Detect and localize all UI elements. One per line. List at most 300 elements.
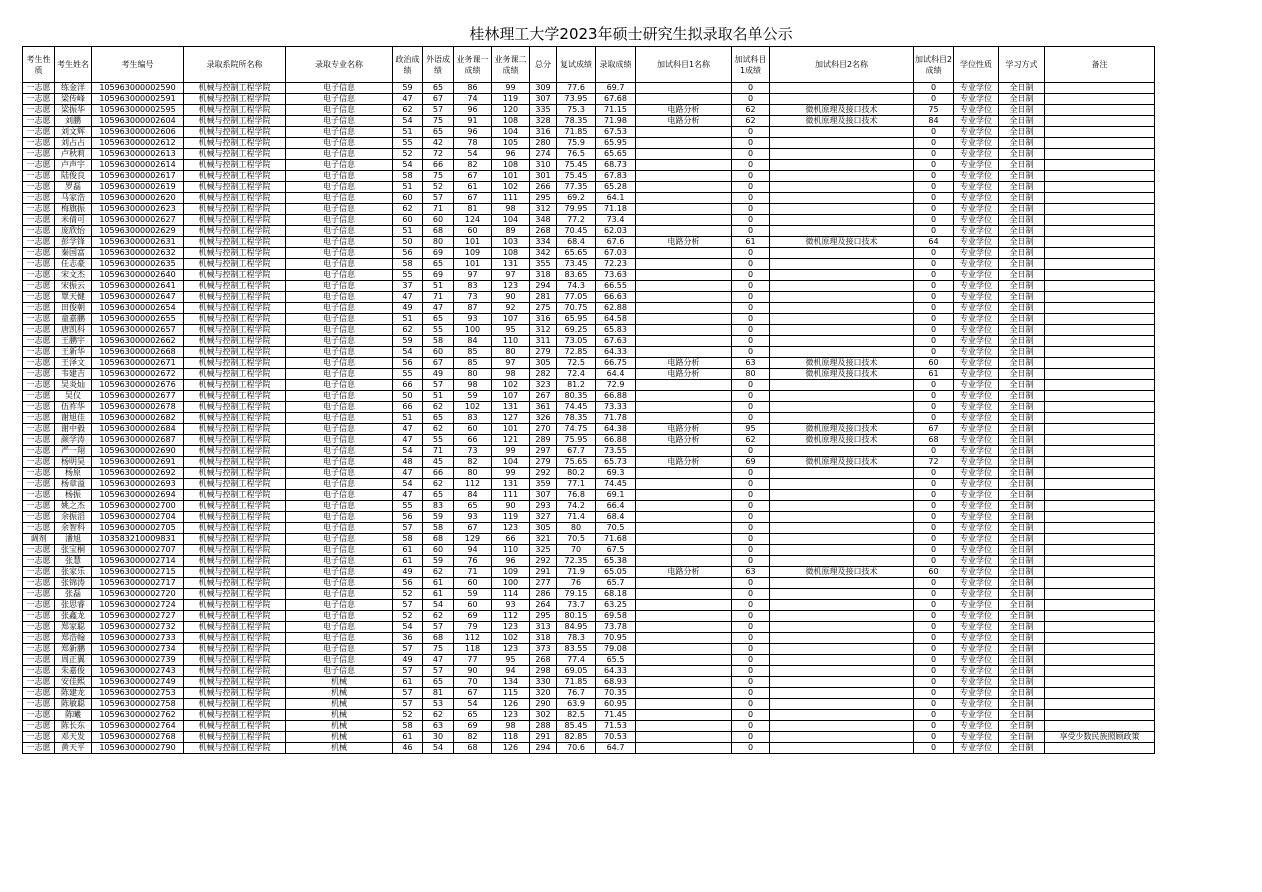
- table-cell: [636, 633, 732, 644]
- table-cell: 全日制: [999, 127, 1045, 138]
- table-cell: 专业学位: [954, 391, 999, 402]
- table-cell: [636, 193, 732, 204]
- table-cell: 69.7: [596, 83, 636, 94]
- table-cell: [770, 468, 914, 479]
- table-cell: 专业学位: [954, 424, 999, 435]
- table-cell: [770, 479, 914, 490]
- table-cell: 66: [393, 402, 423, 413]
- table-cell: 65: [423, 490, 454, 501]
- table-cell: 0: [732, 600, 770, 611]
- table-cell: 77: [454, 655, 492, 666]
- table-cell: 73: [454, 292, 492, 303]
- table-cell: 电子信息: [286, 127, 393, 138]
- table-cell: 全日制: [999, 479, 1045, 490]
- table-cell: 0: [732, 347, 770, 358]
- table-cell: 302: [530, 710, 557, 721]
- table-cell: 一志愿: [23, 600, 55, 611]
- table-cell: 64.58: [596, 314, 636, 325]
- table-cell: 一志愿: [23, 127, 55, 138]
- table-cell: [770, 303, 914, 314]
- table-cell: 专业学位: [954, 556, 999, 567]
- table-cell: 60: [454, 226, 492, 237]
- table-cell: 0: [914, 314, 954, 325]
- table-cell: 323: [530, 380, 557, 391]
- table-cell: 机械与控制工程学院: [184, 556, 286, 567]
- table-cell: 电子信息: [286, 545, 393, 556]
- table-cell: 全日制: [999, 655, 1045, 666]
- table-cell: 52: [393, 611, 423, 622]
- table-cell: 65.83: [596, 325, 636, 336]
- table-cell: [636, 655, 732, 666]
- table-cell: 105963000002657: [92, 325, 184, 336]
- table-cell: 80: [732, 369, 770, 380]
- table-cell: 0: [732, 699, 770, 710]
- table-cell: 一志愿: [23, 215, 55, 226]
- table-cell: 0: [914, 292, 954, 303]
- table-cell: 47: [393, 424, 423, 435]
- table-cell: 105963000002604: [92, 116, 184, 127]
- table-cell: [1045, 94, 1155, 105]
- table-cell: 75.3: [557, 105, 596, 116]
- table-row: [23, 556, 1155, 567]
- table-cell: 65.28: [596, 182, 636, 193]
- table-cell: 专业学位: [954, 578, 999, 589]
- table-cell: 一志愿: [23, 523, 55, 534]
- table-cell: 0: [732, 138, 770, 149]
- table-cell: 69.3: [596, 468, 636, 479]
- table-cell: 62.88: [596, 303, 636, 314]
- table-cell: 75.45: [557, 171, 596, 182]
- table-cell: 杨振: [55, 490, 92, 501]
- table-row: [23, 380, 1155, 391]
- table-row: [23, 721, 1155, 732]
- table-row: [23, 424, 1155, 435]
- table-cell: 电子信息: [286, 391, 393, 402]
- table-cell: 韦建吉: [55, 369, 92, 380]
- table-cell: 80: [454, 468, 492, 479]
- table-cell: 67: [423, 358, 454, 369]
- table-cell: 电子信息: [286, 149, 393, 160]
- table-cell: 全日制: [999, 391, 1045, 402]
- table-cell: 伍祚华: [55, 402, 92, 413]
- table-row: [23, 710, 1155, 721]
- table-cell: 71: [423, 204, 454, 215]
- table-row: [23, 193, 1155, 204]
- table-cell: 48: [393, 457, 423, 468]
- table-cell: [636, 534, 732, 545]
- table-row: [23, 534, 1155, 545]
- table-cell: [1045, 677, 1155, 688]
- table-cell: [636, 556, 732, 567]
- table-cell: 67: [454, 523, 492, 534]
- table-cell: 电子信息: [286, 336, 393, 347]
- table-cell: 机械与控制工程学院: [184, 292, 286, 303]
- table-cell: 112: [454, 633, 492, 644]
- table-cell: 54: [423, 743, 454, 754]
- table-cell: 机械与控制工程学院: [184, 655, 286, 666]
- table-cell: 电路分析: [636, 105, 732, 116]
- table-cell: 105963000002707: [92, 545, 184, 556]
- admission-table: [22, 46, 1155, 754]
- table-cell: 专业学位: [954, 457, 999, 468]
- table-cell: 62: [393, 325, 423, 336]
- table-cell: 练金洋: [55, 83, 92, 94]
- table-cell: [636, 402, 732, 413]
- table-cell: [1045, 600, 1155, 611]
- table-cell: 杨原: [55, 468, 92, 479]
- table-cell: 一志愿: [23, 248, 55, 259]
- table-cell: [1045, 182, 1155, 193]
- table-cell: [770, 545, 914, 556]
- table-cell: 348: [530, 215, 557, 226]
- table-cell: 电子信息: [286, 380, 393, 391]
- table-cell: [636, 512, 732, 523]
- table-cell: [770, 270, 914, 281]
- table-cell: 刘占占: [55, 138, 92, 149]
- table-cell: [770, 402, 914, 413]
- table-cell: 一志愿: [23, 578, 55, 589]
- table-cell: 66: [454, 435, 492, 446]
- table-cell: 专业学位: [954, 732, 999, 743]
- table-cell: [770, 512, 914, 523]
- table-cell: 63: [732, 358, 770, 369]
- table-cell: [1045, 204, 1155, 215]
- table-cell: 310: [530, 160, 557, 171]
- table-cell: 85: [454, 347, 492, 358]
- table-cell: [1045, 160, 1155, 171]
- table-cell: 0: [732, 259, 770, 270]
- table-cell: [1045, 710, 1155, 721]
- table-cell: 全日制: [999, 611, 1045, 622]
- table-cell: 电子信息: [286, 138, 393, 149]
- table-cell: 97: [492, 270, 530, 281]
- table-cell: 77.1: [557, 479, 596, 490]
- table-cell: 123: [492, 281, 530, 292]
- table-cell: 全日制: [999, 721, 1045, 732]
- table-cell: 75: [914, 105, 954, 116]
- table-cell: [1045, 479, 1155, 490]
- table-cell: 机械与控制工程学院: [184, 512, 286, 523]
- table-cell: 0: [914, 138, 954, 149]
- table-row: [23, 281, 1155, 292]
- table-cell: 69: [454, 611, 492, 622]
- table-cell: 105963000002590: [92, 83, 184, 94]
- table-cell: 301: [530, 171, 557, 182]
- table-cell: 专业学位: [954, 655, 999, 666]
- table-cell: 59: [423, 556, 454, 567]
- table-cell: 0: [732, 325, 770, 336]
- table-row: [23, 149, 1155, 160]
- table-cell: 62: [423, 424, 454, 435]
- table-cell: [770, 446, 914, 457]
- table-cell: 67.83: [596, 171, 636, 182]
- table-cell: 专业学位: [954, 358, 999, 369]
- table-cell: 67.63: [596, 336, 636, 347]
- table-cell: 105963000002743: [92, 666, 184, 677]
- table-cell: 95: [732, 424, 770, 435]
- table-cell: 58: [393, 171, 423, 182]
- table-cell: 57: [423, 105, 454, 116]
- table-cell: 70: [454, 677, 492, 688]
- table-cell: 68.18: [596, 589, 636, 600]
- table-row: [23, 490, 1155, 501]
- table-cell: 81: [423, 688, 454, 699]
- table-cell: 67.53: [596, 127, 636, 138]
- table-cell: 全日制: [999, 446, 1045, 457]
- table-cell: 全日制: [999, 193, 1045, 204]
- table-cell: 55: [393, 270, 423, 281]
- table-cell: 109: [454, 248, 492, 259]
- table-cell: 50: [393, 391, 423, 402]
- table-cell: 张思睿: [55, 600, 92, 611]
- table-cell: 62.03: [596, 226, 636, 237]
- table-cell: 129: [454, 534, 492, 545]
- col-header: 外语成绩: [423, 47, 454, 83]
- table-cell: 机械与控制工程学院: [184, 336, 286, 347]
- table-cell: 一志愿: [23, 589, 55, 600]
- table-cell: 机械与控制工程学院: [184, 380, 286, 391]
- table-cell: 一志愿: [23, 160, 55, 171]
- table-cell: 72.4: [557, 369, 596, 380]
- table-cell: 电路分析: [636, 358, 732, 369]
- table-row: [23, 303, 1155, 314]
- table-cell: 60: [393, 215, 423, 226]
- table-cell: 专业学位: [954, 105, 999, 116]
- table-cell: 机械与控制工程学院: [184, 633, 286, 644]
- table-row: [23, 270, 1155, 281]
- col-header: 考生姓名: [55, 47, 92, 83]
- table-cell: 105963000002627: [92, 215, 184, 226]
- table-row: [23, 358, 1155, 369]
- table-cell: [1045, 215, 1155, 226]
- table-cell: 全日制: [999, 380, 1045, 391]
- table-cell: 机械: [286, 677, 393, 688]
- table-cell: 70.6: [557, 743, 596, 754]
- table-cell: 57: [423, 622, 454, 633]
- table-cell: 0: [914, 490, 954, 501]
- table-cell: 余振滔: [55, 512, 92, 523]
- table-cell: 0: [914, 270, 954, 281]
- table-cell: 电子信息: [286, 358, 393, 369]
- table-cell: 电子信息: [286, 171, 393, 182]
- table-cell: 359: [530, 479, 557, 490]
- table-cell: 陈敏聪: [55, 699, 92, 710]
- table-cell: 75.95: [557, 435, 596, 446]
- table-cell: 326: [530, 413, 557, 424]
- table-cell: 一志愿: [23, 204, 55, 215]
- table-cell: 全日制: [999, 534, 1045, 545]
- table-cell: 微机原理及接口技术: [770, 369, 914, 380]
- table-cell: 67.03: [596, 248, 636, 259]
- table-cell: 58: [423, 523, 454, 534]
- table-cell: 73.4: [596, 215, 636, 226]
- table-cell: 一志愿: [23, 545, 55, 556]
- table-cell: 机械与控制工程学院: [184, 116, 286, 127]
- table-cell: 268: [530, 226, 557, 237]
- table-cell: [770, 556, 914, 567]
- table-cell: 70.53: [596, 732, 636, 743]
- table-row: [23, 336, 1155, 347]
- table-cell: 105963000002623: [92, 204, 184, 215]
- table-cell: 105963000002684: [92, 424, 184, 435]
- table-cell: 69.05: [557, 666, 596, 677]
- table-cell: 专业学位: [954, 116, 999, 127]
- table-cell: 84.95: [557, 622, 596, 633]
- table-cell: 0: [914, 182, 954, 193]
- table-cell: 54: [393, 160, 423, 171]
- table-cell: 全日制: [999, 413, 1045, 424]
- table-cell: 101: [454, 237, 492, 248]
- table-cell: 105963000002790: [92, 743, 184, 754]
- table-cell: 57: [393, 688, 423, 699]
- table-cell: 微机原理及接口技术: [770, 424, 914, 435]
- col-header: 考生编号: [92, 47, 184, 83]
- table-cell: 65.95: [596, 138, 636, 149]
- table-cell: 专业学位: [954, 611, 999, 622]
- table-cell: 微机原理及接口技术: [770, 116, 914, 127]
- table-cell: 60: [454, 600, 492, 611]
- table-cell: 全日制: [999, 501, 1045, 512]
- table-cell: [636, 248, 732, 259]
- table-cell: 264: [530, 600, 557, 611]
- table-cell: 安佳熙: [55, 677, 92, 688]
- table-cell: 123: [492, 622, 530, 633]
- table-cell: 81.2: [557, 380, 596, 391]
- table-cell: 一志愿: [23, 688, 55, 699]
- table-cell: 286: [530, 589, 557, 600]
- table-cell: 专业学位: [954, 215, 999, 226]
- table-cell: 0: [914, 215, 954, 226]
- table-cell: 131: [492, 479, 530, 490]
- table-cell: 98: [454, 380, 492, 391]
- table-cell: 全日制: [999, 600, 1045, 611]
- table-cell: [636, 578, 732, 589]
- table-cell: 全日制: [999, 402, 1045, 413]
- table-cell: 全日制: [999, 622, 1045, 633]
- table-cell: 一志愿: [23, 380, 55, 391]
- table-cell: 专业学位: [954, 83, 999, 94]
- table-cell: 0: [732, 270, 770, 281]
- table-cell: 104: [492, 215, 530, 226]
- table-row: [23, 633, 1155, 644]
- table-cell: 0: [732, 215, 770, 226]
- table-cell: 65: [423, 677, 454, 688]
- table-cell: 311: [530, 336, 557, 347]
- table-cell: 黄天平: [55, 743, 92, 754]
- table-cell: [1045, 270, 1155, 281]
- table-cell: [1045, 424, 1155, 435]
- table-cell: 0: [732, 380, 770, 391]
- table-cell: 62: [423, 402, 454, 413]
- table-cell: 118: [492, 732, 530, 743]
- table-cell: 全日制: [999, 138, 1045, 149]
- table-cell: 56: [393, 578, 423, 589]
- table-cell: 64.38: [596, 424, 636, 435]
- table-cell: [770, 391, 914, 402]
- table-cell: 电子信息: [286, 644, 393, 655]
- table-cell: [1045, 534, 1155, 545]
- table-cell: 一志愿: [23, 237, 55, 248]
- table-cell: [770, 138, 914, 149]
- table-cell: 105963000002724: [92, 600, 184, 611]
- table-cell: 98: [492, 204, 530, 215]
- table-cell: 67: [454, 688, 492, 699]
- table-cell: 65.65: [596, 149, 636, 160]
- table-cell: 92: [492, 303, 530, 314]
- table-cell: 65.73: [596, 457, 636, 468]
- table-cell: 73.78: [596, 622, 636, 633]
- table-cell: 80.2: [557, 468, 596, 479]
- table-cell: 机械与控制工程学院: [184, 490, 286, 501]
- table-row: [23, 138, 1155, 149]
- table-row: [23, 369, 1155, 380]
- table-cell: 0: [914, 633, 954, 644]
- table-cell: [1045, 699, 1155, 710]
- table-cell: 65: [423, 83, 454, 94]
- table-cell: 电子信息: [286, 589, 393, 600]
- table-row: [23, 215, 1155, 226]
- table-cell: 0: [914, 281, 954, 292]
- table-cell: 全日制: [999, 699, 1045, 710]
- table-cell: 电子信息: [286, 303, 393, 314]
- table-cell: [636, 182, 732, 193]
- table-cell: 一志愿: [23, 457, 55, 468]
- table-cell: 77.2: [557, 215, 596, 226]
- table-cell: 71.85: [557, 127, 596, 138]
- table-cell: 全日制: [999, 94, 1045, 105]
- table-cell: 97: [454, 270, 492, 281]
- table-cell: 79.15: [557, 589, 596, 600]
- table-cell: 119: [492, 512, 530, 523]
- table-cell: [1045, 567, 1155, 578]
- table-cell: 107: [492, 391, 530, 402]
- table-cell: 全日制: [999, 523, 1045, 534]
- table-cell: 一志愿: [23, 501, 55, 512]
- table-cell: [636, 479, 732, 490]
- col-header: 录取系院所名称: [184, 47, 286, 83]
- table-cell: 73.63: [596, 270, 636, 281]
- table-cell: 杨章溢: [55, 479, 92, 490]
- table-cell: 郑家聪: [55, 622, 92, 633]
- table-cell: 76: [454, 556, 492, 567]
- table-cell: 112: [454, 479, 492, 490]
- table-cell: 46: [393, 743, 423, 754]
- table-cell: 61: [423, 589, 454, 600]
- table-cell: 机械: [286, 710, 393, 721]
- table-cell: 105963000002617: [92, 171, 184, 182]
- table-cell: 90: [454, 666, 492, 677]
- table-row: [23, 743, 1155, 754]
- table-cell: 298: [530, 666, 557, 677]
- table-cell: [636, 138, 732, 149]
- table-cell: 75.65: [557, 457, 596, 468]
- table-cell: [636, 677, 732, 688]
- table-cell: 66.88: [596, 391, 636, 402]
- table-cell: 张宝桐: [55, 545, 92, 556]
- table-cell: 85: [454, 358, 492, 369]
- table-cell: 111: [492, 193, 530, 204]
- table-cell: 62: [732, 105, 770, 116]
- table-cell: 94: [492, 666, 530, 677]
- table-row: [23, 732, 1155, 743]
- table-cell: 0: [914, 83, 954, 94]
- table-cell: 专业学位: [954, 94, 999, 105]
- table-cell: 105963000002687: [92, 435, 184, 446]
- table-cell: 102: [492, 380, 530, 391]
- table-cell: 105963000002595: [92, 105, 184, 116]
- table-cell: [770, 611, 914, 622]
- table-cell: 342: [530, 248, 557, 259]
